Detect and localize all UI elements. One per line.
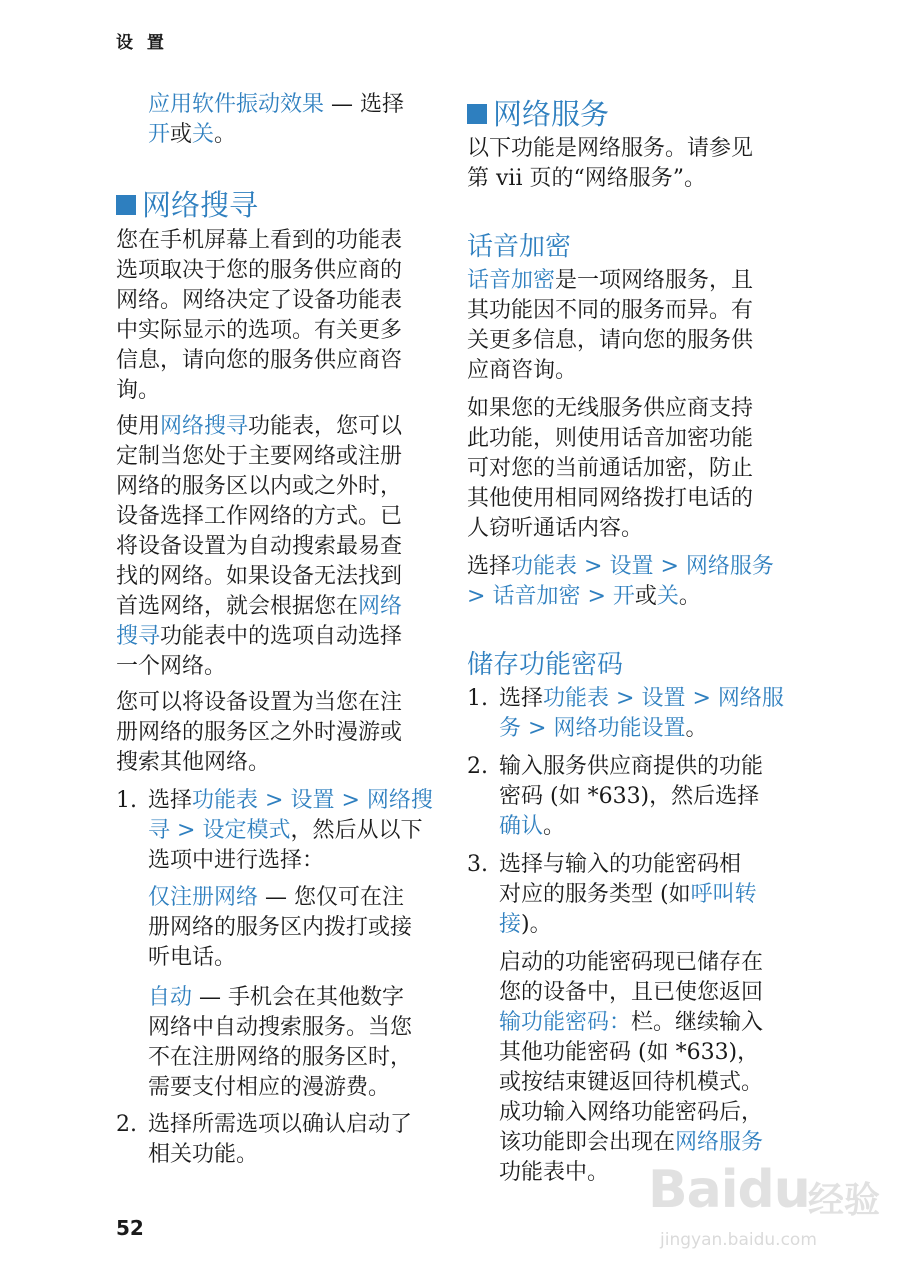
running-header: 设 置 [116, 33, 168, 53]
separator: > [653, 554, 686, 579]
option-auto-line-2: 网络中自动搜索服务。当您 [148, 1015, 413, 1040]
period: 。 [685, 716, 708, 741]
paragraph-2-line-4: 设备选择工作网络的方式。已 [116, 504, 403, 529]
paragraph-3-line-1: 您可以将设备设置为当您在注 [116, 690, 403, 715]
step-1-line-1 [148, 786, 433, 816]
paragraph-2-line-8 [116, 622, 402, 652]
heading-network-search [116, 183, 258, 224]
store-step-3-line-3 [499, 910, 552, 940]
step-2-line-2: 相关功能。 [148, 1142, 259, 1167]
voice-p1-line-1 [467, 266, 753, 296]
option-auto-line-1 [148, 983, 404, 1013]
store-note-line-5: 或按结束键返回待机模式。 [499, 1070, 764, 1095]
dash-text: — 选择 [324, 92, 405, 117]
square-bullet-icon [116, 195, 136, 215]
square-bullet-icon [467, 104, 487, 124]
voice-encryption-link: 话音加密 [467, 268, 556, 293]
network-services-link: 网络服务 [675, 1130, 764, 1155]
option-auto-line-3: 不在注册网络的服务区时， [148, 1045, 413, 1070]
separator: > [467, 584, 493, 609]
settings-link: 设置 [609, 554, 654, 579]
paragraph-2-line-1 [116, 412, 402, 442]
option-auto-line-4: 需要支付相应的漫游费。 [148, 1075, 391, 1100]
option-registered-only-line-3: 听电话。 [148, 945, 237, 970]
voice-path-line-1 [467, 552, 774, 582]
text: — 您仅可在注 [258, 885, 405, 910]
heading-text: 网络服务 [493, 97, 610, 131]
voice-p1-line-2: 其功能因不同的服务而异。有 [467, 298, 754, 323]
store-step-2-line-2: 密码 (如 *633)，然后选择 [499, 784, 760, 809]
paragraph-1-line-3: 网络。网络决定了设备功能表 [116, 288, 403, 313]
store-note-line-4: 其他功能密码 (如 *633)， [499, 1040, 760, 1065]
network-services-link-part-1: 网络服 [717, 686, 784, 711]
paragraph-1-line-6: 询。 [116, 378, 161, 403]
network-search-link: 网络搜寻 [160, 414, 249, 439]
off-label: 关 [656, 584, 679, 609]
paragraph-1-line-2: 选项取决于您的服务供应商的 [116, 258, 403, 283]
network-feature-settings-link: 网络功能设置 [553, 716, 686, 741]
set-mode-link: 设定模式 [202, 818, 291, 843]
text: 首选网络，就会根据您在 [116, 594, 359, 619]
network-services-link: 网络服务 [685, 554, 774, 579]
settings-link: 设置 [290, 788, 335, 813]
separator: > [580, 584, 613, 609]
text: — 手机会在其他数字 [192, 985, 405, 1010]
store-note-line-3 [499, 1008, 763, 1038]
store-step-1-number: 1. [467, 686, 488, 711]
menu-link: 功能表 [192, 788, 259, 813]
store-step-3-line-1: 选择与输入的功能密码相 [499, 852, 742, 877]
step-1-line-2 [148, 816, 422, 846]
paragraph-3-line-2: 册网络的服务区之外时漫游或 [116, 720, 403, 745]
text: 功能表中的选项自动选择 [160, 624, 403, 649]
separator: > [170, 818, 203, 843]
step-1-number: 1. [116, 788, 137, 813]
separator: > [609, 686, 642, 711]
paragraph-2-line-5: 将设备设置为自动搜索最易查 [116, 534, 403, 559]
voice-p2-line-1: 如果您的无线服务供应商支持 [467, 396, 754, 421]
voice-encryption-link: 话音加密 [492, 584, 581, 609]
separator: > [685, 686, 718, 711]
store-step-1-line-1 [499, 684, 784, 714]
vibration-option [148, 90, 404, 120]
menu-link: 功能表 [511, 554, 578, 579]
network-services-line-2: 第 vii 页的“网络服务”。 [467, 166, 706, 191]
option-registered-only-line-2: 册网络的服务区内拨打或接 [148, 915, 413, 940]
text: 选择 [499, 686, 544, 711]
store-step-3-line-2 [499, 880, 757, 910]
paragraph-1-line-1: 您在手机屏幕上看到的功能表 [116, 228, 403, 253]
paragraph-1-line-4: 中实际显示的选项。有关更多 [116, 318, 403, 343]
voice-path-line-2 [467, 582, 701, 612]
text: 栏。继续输入 [631, 1010, 764, 1035]
heading-voice-encryption: 话音加密 [467, 232, 572, 262]
voice-p1-line-3: 关更多信息，请向您的服务供 [467, 328, 754, 353]
store-step-2-line-1: 输入服务供应商提供的功能 [499, 754, 764, 779]
on-label: 开 [612, 584, 635, 609]
period: 。 [678, 584, 701, 609]
voice-p2-line-2: 此功能，则使用话音加密功能 [467, 426, 754, 451]
vibration-option-label: 应用软件振动效果 [148, 92, 325, 117]
on-label: 开 [148, 122, 171, 147]
text: 是一项网络服务，且 [555, 268, 754, 293]
menu-link: 功能表 [543, 686, 610, 711]
off-label: 关 [192, 122, 215, 147]
auto-label: 自动 [148, 985, 193, 1010]
step-2-line-1: 选择所需选项以确认启动了 [148, 1112, 413, 1137]
store-step-3-number: 3. [467, 852, 488, 877]
text: 使用 [116, 414, 161, 439]
paragraph-2-line-9: 一个网络。 [116, 654, 227, 679]
call-divert-link-part-2: 接 [499, 912, 522, 937]
store-note-line-8: 功能表中。 [499, 1160, 610, 1185]
settings-link: 设置 [641, 686, 686, 711]
network-services-link-part-2: 务 [499, 716, 522, 741]
or-text: 或 [634, 584, 657, 609]
paragraph-3-line-3: 搜索其他网络。 [116, 750, 271, 775]
period: 。 [543, 814, 566, 839]
paragraph-2-line-7 [116, 592, 402, 622]
jingyan-logo-text: 经验 [808, 1180, 881, 1221]
heading-store-feature-code: 储存功能密码 [467, 650, 624, 680]
network-search-link-part-2: 寻 [148, 818, 171, 843]
text: 选择 [148, 788, 193, 813]
paragraph-2-line-6: 找的网络。如果设备无法找到 [116, 564, 403, 589]
text: ，然后从以下 [290, 818, 423, 843]
watermark-url: jingyan.baidu.com [660, 1230, 817, 1250]
period: 。 [214, 122, 237, 147]
store-note-line-1: 启动的功能密码现已储存在 [499, 950, 764, 975]
network-services-line-1: 以下功能是网络服务。请参见 [467, 136, 754, 161]
store-step-1-line-2 [499, 714, 707, 744]
voice-p2-line-3: 可对您的当前通话加密，防止 [467, 456, 754, 481]
voice-p1-line-4: 应商咨询。 [467, 358, 578, 383]
separator: > [334, 788, 367, 813]
baidu-logo-text: Baidu [648, 1160, 810, 1220]
separator: > [577, 554, 610, 579]
heading-network-services [467, 92, 609, 133]
step-1-line-3: 选项中进行选择： [148, 848, 325, 873]
baidu-jingyan-watermark [648, 1150, 918, 1270]
network-search-link-part-1: 网络搜 [366, 788, 433, 813]
vibration-option-values [148, 120, 236, 150]
store-note-line-2: 您的设备中，且已使您返回 [499, 980, 764, 1005]
text: )。 [521, 912, 552, 937]
registered-only-label: 仅注册网络 [148, 885, 259, 910]
text: 功能表，您可以 [248, 414, 403, 439]
heading-text: 网络搜寻 [142, 188, 259, 222]
confirm-label: 确认 [499, 814, 544, 839]
page-number: 52 [116, 1216, 144, 1240]
paragraph-1-line-5: 信息，请向您的服务供应商咨 [116, 348, 403, 373]
store-step-2-line-3 [499, 812, 565, 842]
separator: > [521, 716, 554, 741]
store-step-2-number: 2. [467, 754, 488, 779]
paragraph-2-line-2: 定制当您处于主要网络或注册 [116, 444, 403, 469]
separator: > [258, 788, 291, 813]
text: 对应的服务类型 (如 [499, 882, 691, 907]
network-search-link-part-1: 网络 [358, 594, 403, 619]
call-divert-link-part-1: 呼叫转 [690, 882, 757, 907]
text: 选择 [467, 554, 512, 579]
store-note-line-6: 成功输入网络功能密码后， [499, 1100, 764, 1125]
network-search-link-part-2: 搜寻 [116, 624, 161, 649]
paragraph-2-line-3: 网络的服务区以内或之外时， [116, 474, 403, 499]
enter-feature-code-link: 输功能密码： [499, 1010, 632, 1035]
voice-p2-line-4: 其他使用相同网络拨打电话的 [467, 486, 754, 511]
text: 该功能即会出现在 [499, 1130, 676, 1155]
step-2-number: 2. [116, 1112, 137, 1137]
option-registered-only-line-1 [148, 883, 404, 913]
voice-p2-line-5: 人窃听通话内容。 [467, 516, 644, 541]
or-text: 或 [170, 122, 193, 147]
